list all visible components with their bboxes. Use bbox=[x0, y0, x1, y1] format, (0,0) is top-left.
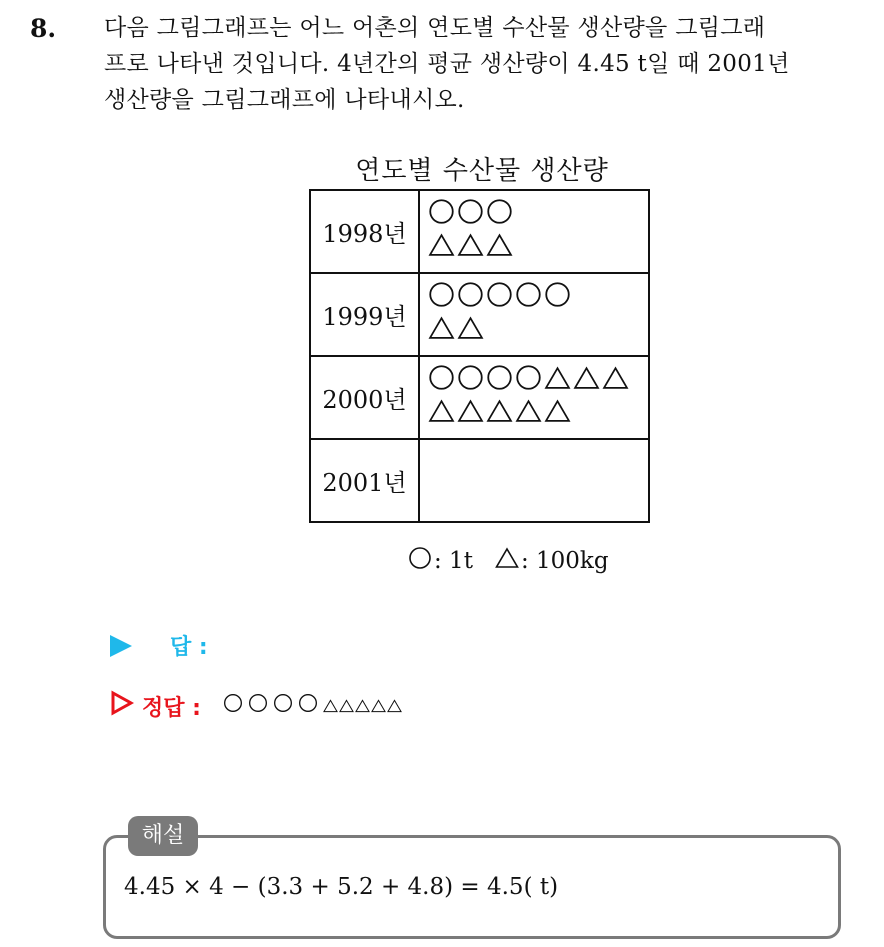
circle-icon bbox=[457, 364, 484, 395]
circle-icon bbox=[486, 364, 513, 395]
icon-cell bbox=[419, 356, 649, 439]
correct-label: 정답 : bbox=[142, 695, 201, 721]
year-label: 1998년 bbox=[310, 190, 419, 273]
pictograph-row bbox=[310, 190, 649, 273]
answer-row bbox=[110, 630, 208, 661]
question-line: 프로 나타낸 것입니다. 4년간의 평균 생산량이 4.45 t일 때 2001년 bbox=[104, 51, 790, 77]
triangle-icon bbox=[355, 694, 370, 719]
pictograph-table bbox=[309, 189, 650, 523]
circle-icon bbox=[248, 693, 268, 719]
triangle-icon bbox=[428, 233, 455, 261]
triangle-icon bbox=[573, 366, 600, 394]
triangle-icon bbox=[495, 547, 519, 575]
triangle-icon bbox=[602, 366, 629, 394]
circle-icon bbox=[428, 364, 455, 395]
pictograph-row bbox=[310, 356, 649, 439]
answer-label: 답 : bbox=[170, 635, 208, 660]
icon-cell bbox=[419, 439, 649, 522]
outline-arrow-icon bbox=[110, 690, 134, 722]
explanation-tab: 해설 bbox=[128, 816, 198, 856]
explanation-text: 4.45 × 4 − (3.3 + 5.2 + 4.8) = 4.5( t) bbox=[124, 874, 559, 900]
triangle-icon bbox=[457, 399, 484, 427]
question-text bbox=[104, 10, 864, 118]
triangle-icon bbox=[339, 694, 354, 719]
triangle-icon bbox=[428, 316, 455, 344]
question-number: 8. bbox=[30, 14, 57, 43]
pictograph-legend bbox=[408, 546, 609, 576]
triangle-icon bbox=[457, 316, 484, 344]
pictograph-row bbox=[310, 273, 649, 356]
circle-icon bbox=[457, 281, 484, 312]
triangle-icon bbox=[544, 366, 571, 394]
icon-cell bbox=[419, 273, 649, 356]
correct-answer-row bbox=[110, 690, 403, 722]
circle-icon bbox=[457, 198, 484, 229]
triangle-icon bbox=[428, 399, 455, 427]
year-label: 1999년 bbox=[310, 273, 419, 356]
play-arrow-icon bbox=[110, 635, 132, 657]
correct-answer-icons bbox=[223, 693, 403, 719]
pictograph-title: 연도별 수산물 생산량 bbox=[355, 156, 609, 186]
triangle-icon bbox=[486, 233, 513, 261]
legend-triangle-label: : 100kg bbox=[520, 548, 609, 574]
circle-icon bbox=[273, 693, 293, 719]
icon-cell bbox=[419, 190, 649, 273]
circle-icon bbox=[223, 693, 243, 719]
triangle-icon bbox=[457, 233, 484, 261]
question-line: 생산량을 그림그래프에 나타내시오. bbox=[104, 87, 465, 113]
triangle-icon bbox=[323, 694, 338, 719]
circle-icon bbox=[298, 693, 318, 719]
circle-icon bbox=[486, 281, 513, 312]
triangle-icon bbox=[371, 694, 386, 719]
circle-icon bbox=[428, 281, 455, 312]
triangle-icon bbox=[387, 694, 402, 719]
year-label: 2000년 bbox=[310, 356, 419, 439]
legend-circle-label: : 1t bbox=[434, 548, 473, 574]
triangle-icon bbox=[544, 399, 571, 427]
circle-icon bbox=[408, 546, 432, 576]
triangle-icon bbox=[515, 399, 542, 427]
question-line: 다음 그림그래프는 어느 어촌의 연도별 수산물 생산량을 그림그래 bbox=[104, 15, 766, 41]
circle-icon bbox=[515, 364, 542, 395]
pictograph-row bbox=[310, 439, 649, 522]
circle-icon bbox=[428, 198, 455, 229]
circle-icon bbox=[515, 281, 542, 312]
circle-icon bbox=[486, 198, 513, 229]
year-label: 2001년 bbox=[310, 439, 419, 522]
triangle-icon bbox=[486, 399, 513, 427]
circle-icon bbox=[544, 281, 571, 312]
